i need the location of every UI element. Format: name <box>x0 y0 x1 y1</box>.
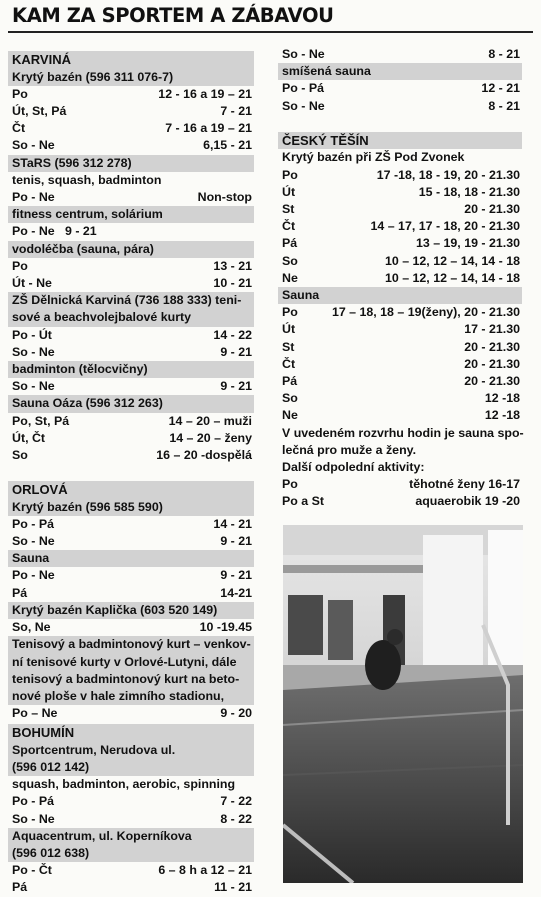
venue-title: Tenisový a badmintonový kurt – venkov- <box>8 636 254 653</box>
city-header-orlova: ORLOVÁ <box>8 481 254 499</box>
venue-note: squash, badminton, aerobic, spinning <box>12 777 236 792</box>
pool-photo-illustration <box>283 525 523 883</box>
hours-row <box>278 493 522 510</box>
day: Po a St <box>282 494 324 509</box>
venue-title: Krytý bazén Kaplička (603 520 149) <box>8 602 254 619</box>
title-rule <box>8 31 533 33</box>
hours-row <box>278 235 522 252</box>
door-left <box>288 595 323 655</box>
right-column <box>278 46 522 511</box>
note-text: V uvedeném rozvrhu hodin je sauna spo- <box>282 425 524 440</box>
hours-row <box>8 430 254 447</box>
hours-row <box>8 811 254 828</box>
time: 10 – 12, 12 – 14, 14 - 18 <box>384 270 520 285</box>
hours-list <box>8 86 254 155</box>
door-mid <box>328 600 353 660</box>
venue-title: Sauna <box>278 287 522 304</box>
day: So - Ne <box>12 379 55 394</box>
venue-title: Aquacentrum, ul. Koperníkova <box>8 828 254 845</box>
day: Čt <box>282 219 296 234</box>
day: Pá <box>282 236 298 251</box>
day: Po – Ne <box>12 706 58 721</box>
time: 14 - 22 <box>213 327 252 342</box>
hours-row <box>8 344 254 361</box>
hours-row <box>8 86 254 103</box>
time: 9 - 20 <box>220 706 252 721</box>
hours-row <box>8 793 254 810</box>
time: 10 - 21 <box>213 275 252 290</box>
hours-row <box>278 201 522 218</box>
time: 20 - 21.30 <box>464 201 520 216</box>
time: 9 - 21 <box>220 568 252 583</box>
time: 9 - 21 <box>220 344 252 359</box>
hours-row <box>278 80 522 97</box>
hours-row <box>8 275 254 292</box>
time: 13 - 21 <box>213 258 252 273</box>
time: 14 - 21 <box>213 516 252 531</box>
water <box>283 675 523 883</box>
hours-row <box>278 270 522 287</box>
day: Po - Čt <box>12 863 52 878</box>
hours-row <box>8 879 254 896</box>
venue-title: ní tenisové kurty v Orlové-Lutyni, dále <box>8 654 254 671</box>
time: 12 - 21 <box>481 81 520 96</box>
time: 13 – 19, 19 - 21.30 <box>415 236 520 251</box>
time: Non-stop <box>197 189 252 204</box>
venue-note: tenis, squash, badminton <box>12 172 162 187</box>
venue-title: nové ploše v hale zimního stadionu, <box>8 688 254 705</box>
person-body <box>365 640 401 690</box>
day: Čt <box>12 121 26 136</box>
time: 17 -18, 18 - 19, 20 - 21.30 <box>376 167 520 182</box>
venue-title: Sauna Oáza (596 312 263) <box>8 395 254 412</box>
venue-title: vodoléčba (sauna, pára) <box>8 241 254 258</box>
note-text: lečná pro muže a ženy. <box>282 442 417 457</box>
venue-title: (596 012 142) <box>8 759 254 776</box>
hours-row <box>8 447 254 464</box>
time: 10 -19.45 <box>199 620 252 635</box>
time: 15 - 18, 18 - 21.30 <box>418 184 520 199</box>
time: 14 – 20 – ženy <box>169 430 252 445</box>
day: Po, St, Pá <box>12 413 70 428</box>
venue-title: Krytý bazén (596 311 076-7) <box>8 69 254 86</box>
time: 9 - 21 <box>220 534 252 549</box>
day: Po - Ne <box>12 189 55 204</box>
page-title: KAM ZA SPORTEM A ZÁBAVOU <box>12 4 334 27</box>
day: Pá <box>12 880 28 895</box>
day: Po - Pá <box>12 794 54 809</box>
hours-row <box>278 476 522 493</box>
time: 8 - 22 <box>220 811 252 826</box>
hours-row <box>278 390 522 407</box>
time: 11 - 21 <box>214 880 252 895</box>
day: Pá <box>12 585 28 600</box>
hours-row <box>8 619 254 636</box>
time: 9 - 21 <box>220 379 252 394</box>
hours-row <box>278 304 522 321</box>
hours-row <box>278 339 522 356</box>
day: So <box>282 391 298 406</box>
day: Út - Ne <box>12 275 52 290</box>
time: aquaerobik 19 -20 <box>415 494 520 509</box>
window-right <box>488 530 523 680</box>
day: So - Ne <box>12 344 55 359</box>
time: 20 - 21.30 <box>464 339 520 354</box>
window <box>423 535 483 685</box>
hours-row <box>8 413 254 430</box>
day: So, Ne <box>12 620 51 635</box>
time: 17 – 18, 18 – 19(ženy), 20 - 21.30 <box>331 305 520 320</box>
hours-row <box>8 567 254 584</box>
hours-row <box>278 321 522 338</box>
beam <box>283 565 423 573</box>
time: 7 - 16 a 19 – 21 <box>165 121 252 136</box>
time: 20 - 21.30 <box>464 356 520 371</box>
time: 14 – 17, 17 - 18, 20 - 21.30 <box>370 219 520 234</box>
hours-row <box>8 516 254 533</box>
hours-row <box>8 585 254 602</box>
day: Pá <box>282 373 298 388</box>
day: Čt <box>282 356 296 371</box>
hours-row <box>278 184 522 201</box>
day: Út, St, Pá <box>12 103 67 118</box>
hours-row <box>8 533 254 550</box>
day: Út <box>282 322 296 337</box>
day: St <box>282 201 295 216</box>
day: Ne <box>282 270 298 285</box>
note-text: Další odpolední aktivity: <box>282 459 425 474</box>
hours-row <box>278 218 522 235</box>
hours-row <box>8 378 254 395</box>
hours-row <box>278 253 522 270</box>
day: So - Ne <box>282 98 325 113</box>
left-column <box>8 49 254 897</box>
time: 20 - 21.30 <box>464 373 520 388</box>
section-gap <box>278 115 522 130</box>
day: So <box>12 447 28 462</box>
time: 8 - 21 <box>488 47 520 61</box>
pool-photo <box>283 525 523 883</box>
hours-row <box>8 862 254 879</box>
venue-title: (596 012 638) <box>8 845 254 862</box>
hours-row: Po - Ne 9 - 21 <box>12 224 97 239</box>
time: 10 – 12, 12 – 14, 14 - 18 <box>384 253 520 268</box>
hours-row <box>8 103 254 120</box>
venue-title: Krytý bazén (596 585 590) <box>8 499 254 516</box>
venue-title: tenisový a badmintonový kurt na beto- <box>8 671 254 688</box>
day: So - Ne <box>282 47 325 61</box>
day: Ne <box>282 408 298 423</box>
time: 6,15 - 21 <box>203 138 252 153</box>
time: 12 - 16 a 19 – 21 <box>158 86 252 101</box>
day: Po <box>282 305 298 320</box>
day: Po - Ne <box>12 568 55 583</box>
day: Út, Čt <box>12 430 46 445</box>
day: Po <box>12 86 28 101</box>
city-header-bohumin: BOHUMÍN <box>8 724 254 742</box>
ceiling <box>283 525 523 555</box>
hours-row <box>8 705 254 722</box>
day: So - Ne <box>12 138 55 153</box>
day: So <box>282 253 298 268</box>
hours-row <box>278 373 522 390</box>
day: Po <box>282 477 298 492</box>
section-gap <box>8 464 254 479</box>
day: Po - Út <box>12 327 52 342</box>
hours-row <box>278 98 522 115</box>
time: 7 - 22 <box>220 794 252 809</box>
time: 12 -18 <box>484 408 520 423</box>
venue-title: Sportcentrum, Nerudova ul. <box>8 742 254 759</box>
time: 17 - 21.30 <box>464 322 520 337</box>
hours-row <box>278 46 522 63</box>
day: St <box>282 339 295 354</box>
hours-row <box>278 356 522 373</box>
time: 14 – 20 – muži <box>168 413 252 428</box>
venue-title: fitness centrum, solárium <box>8 206 254 223</box>
day: Út <box>282 184 296 199</box>
time: těhotné ženy 16-17 <box>409 477 520 492</box>
hours-row <box>8 189 254 206</box>
time: 12 -18 <box>484 391 520 406</box>
hours-row <box>8 120 254 137</box>
venue-title: Sauna <box>8 550 254 567</box>
day: Po <box>282 167 298 182</box>
time: 6 – 8 h a 12 – 21 <box>158 863 252 878</box>
hours-row <box>278 407 522 424</box>
day: Po - Pá <box>12 516 54 531</box>
venue-title: STaRS (596 312 278) <box>8 155 254 172</box>
day: Po - Pá <box>282 81 324 96</box>
venue-title: ZŠ Dělnická Karviná (736 188 333) teni- <box>8 292 254 309</box>
day: So - Ne <box>12 811 55 826</box>
time: 16 – 20 -dospělá <box>156 447 252 462</box>
day: Po <box>12 258 28 273</box>
hours-row <box>8 258 254 275</box>
hours-row <box>278 167 522 184</box>
venue-title: badminton (tělocvičny) <box>8 361 254 378</box>
day: So - Ne <box>12 534 55 549</box>
person-head <box>387 629 403 645</box>
time: 8 - 21 <box>488 98 520 113</box>
venue-title: smíšená sauna <box>278 63 522 80</box>
time: 7 - 21 <box>220 103 252 118</box>
city-header-cesky-tesin: ČESKÝ TĚŠÍN <box>278 132 522 150</box>
hours-row <box>8 327 254 344</box>
city-header-karvina: KARVINÁ <box>8 51 254 69</box>
venue-title: Krytý bazén při ZŠ Pod Zvonek <box>282 150 465 165</box>
hours-row <box>8 137 254 154</box>
time: 14-21 <box>220 585 252 600</box>
venue-title: sové a beachvolejbalové kurty <box>8 309 254 326</box>
